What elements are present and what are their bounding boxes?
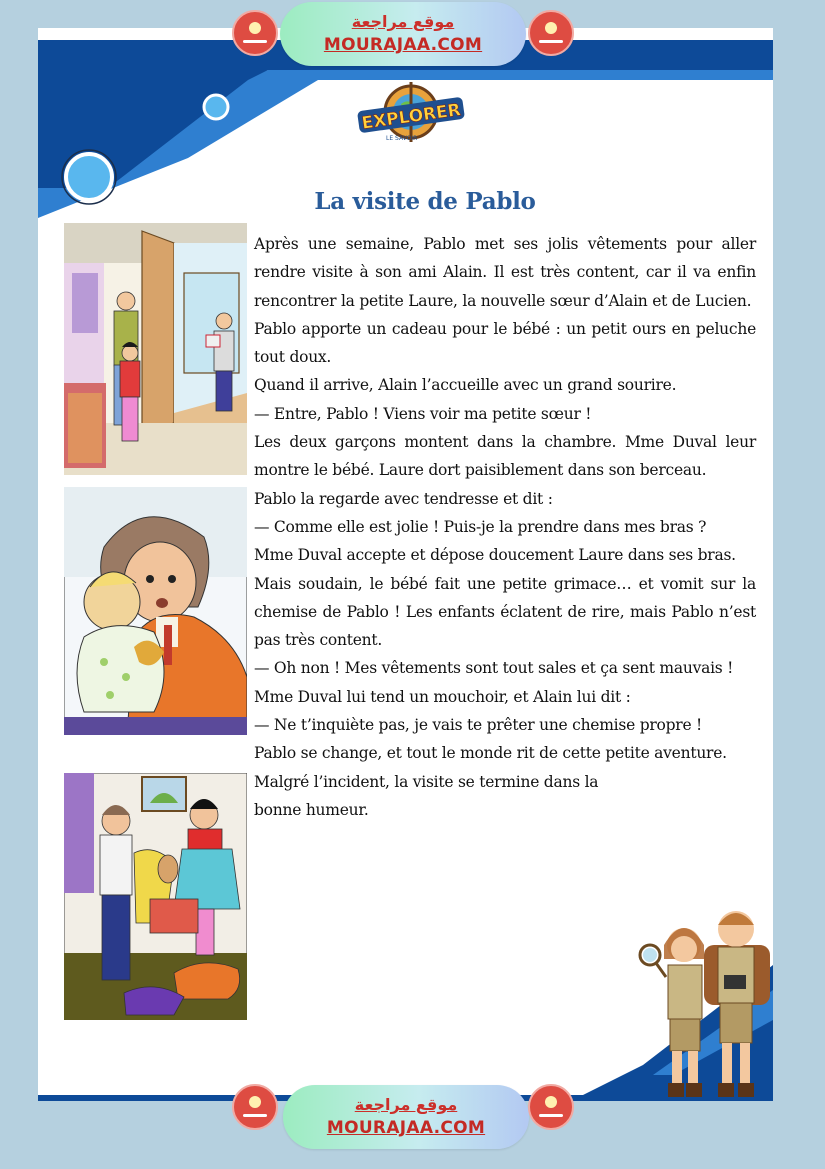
- site-domain: MOURAJAA.COM: [326, 1118, 486, 1138]
- explorer-logo: [356, 80, 466, 150]
- story-paragraph: Malgré l’incident, la visite se termine dans la bonne humeur.: [254, 772, 599, 819]
- site-badge-top[interactable]: [280, 2, 526, 66]
- illustration-baby-in-arms: [64, 487, 247, 735]
- story-paragraph: Quand il arrive, Alain l’accueille avec un grand sourire.: [254, 376, 677, 395]
- story-paragraph: Mais soudain, le bébé fait une petite grimace… et vomit sur la chemise de Pablo ! Les enfants éclatent de rire, mais Pablo n’est pas très content.: [254, 574, 756, 650]
- story-paragraph: Les deux garçons montent dans la chambre. Mme Duval leur montre le bébé. Laure dort paisiblement dans son berceau.: [254, 433, 756, 480]
- story-paragraph: — Entre, Pablo ! Viens voir ma petite sœur !: [254, 404, 592, 423]
- story-paragraph: Pablo se change, et tout le monde rit de cette petite aventure.: [254, 744, 727, 763]
- story-paragraph: Après une semaine, Pablo met ses jolis vêtements pour aller rendre visite à son ami Alain. Il est très content, car il va enfin rencontrer la petite Laure, la nouvelle sœur d’Alain et de Lucien.: [254, 235, 756, 310]
- site-arabic-name: موقع مراجعة: [351, 12, 455, 31]
- explorer-kids-illustration: [636, 905, 776, 1101]
- story-paragraph: Pablo la regarde avec tendresse et dit :: [254, 489, 553, 508]
- story-paragraph: Mme Duval lui tend un mouchoir, et Alain lui dit :: [254, 687, 631, 706]
- illustration-door-welcome: [64, 223, 247, 475]
- site-seal-icon: [232, 1084, 278, 1130]
- site-seal-icon: [528, 1084, 574, 1130]
- story-paragraph: — Oh non ! Mes vêtements sont tout sales et ça sent mauvais !: [254, 659, 734, 678]
- story-text: [254, 230, 756, 824]
- illustration-changing-shirt: [64, 773, 247, 1020]
- story-paragraph: Pablo apporte un cadeau pour le bébé : un petit ours en peluche tout doux.: [254, 319, 756, 367]
- logo-word: EXPLORER: [360, 100, 463, 134]
- site-badge-bottom[interactable]: [283, 1085, 529, 1149]
- story-paragraph: — Comme elle est jolie ! Puis-je la prendre dans mes bras ?: [254, 517, 707, 536]
- story-title: La visite de Pablo: [314, 188, 536, 215]
- logo-subtitle: LE SAVOIR: [386, 135, 418, 142]
- site-domain: MOURAJAA.COM: [323, 35, 483, 55]
- site-arabic-name: موقع مراجعة: [354, 1095, 458, 1114]
- story-paragraph: Mme Duval accepte et dépose doucement Laure dans ses bras.: [254, 546, 736, 565]
- site-seal-icon: [528, 10, 574, 56]
- story-paragraph: — Ne t’inquiète pas, je vais te prêter une chemise propre !: [254, 716, 703, 735]
- site-seal-icon: [232, 10, 278, 56]
